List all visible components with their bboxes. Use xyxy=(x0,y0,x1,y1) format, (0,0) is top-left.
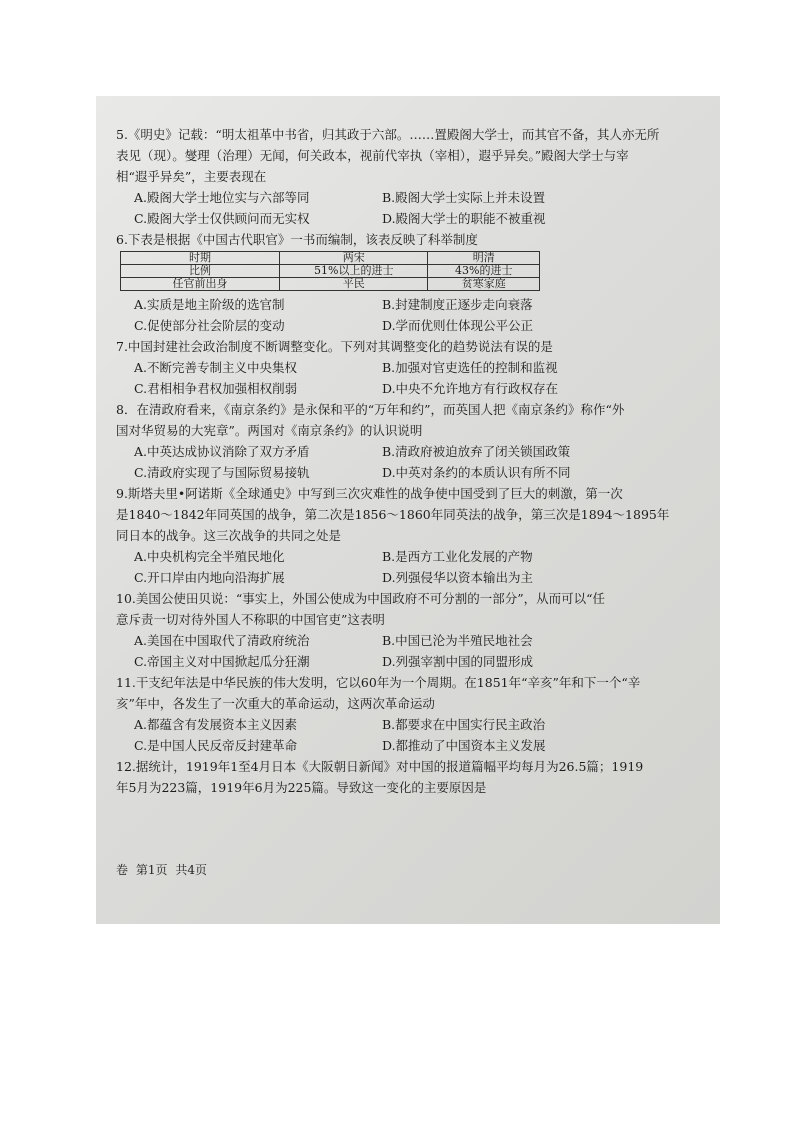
table-row xyxy=(121,265,540,278)
question-8 xyxy=(116,399,708,483)
question-9 xyxy=(116,483,708,588)
q9-line-2: 是1840～1842年同英国的战争，第二次是1856～1860年同英法的战争，第三次是1894～1895年 xyxy=(116,507,670,522)
q7-option-b[interactable]: B.加强对官吏选任的控制和监视 xyxy=(382,360,558,375)
q6-option-b[interactable]: B.封建制度正逐步走向衰落 xyxy=(382,297,533,312)
table-cell: 时期 xyxy=(121,252,280,265)
q10-option-c[interactable]: C.帝国主义对中国掀起瓜分狂潮 xyxy=(134,654,310,669)
table-cell: 任官前出身 xyxy=(121,278,280,291)
q8-options xyxy=(116,441,708,483)
q9-line-3: 同日本的战争。这三次战争的共同之处是 xyxy=(116,528,342,543)
q9-line-1: 9.斯塔夫里•阿诺斯《全球通史》中写到三次灾难性的战争使中国受到了巨大的刺激，第一次 xyxy=(116,486,623,501)
q5-option-b[interactable]: B.殿阁大学士实际上并未设置 xyxy=(382,190,546,205)
footer-prefix: 卷 xyxy=(116,863,129,877)
q8-line-1: 8．在清政府看来，《南京条约》是永保和平的“万年和约”，而英国人把《南京条约》称作“外 xyxy=(116,402,625,417)
q8-option-d[interactable]: D.中英对条约的本质认识有所不同 xyxy=(382,465,571,480)
footer-page-number: 第1页 xyxy=(135,863,168,877)
table-row xyxy=(121,278,540,291)
q6-table xyxy=(120,251,540,291)
table-cell: 比例 xyxy=(121,265,280,278)
table-cell: 51%以上的进士 xyxy=(280,265,428,278)
q7-option-d[interactable]: D.中央不允许地方有行政权存在 xyxy=(382,381,559,396)
page-footer xyxy=(116,860,211,881)
q10-option-d[interactable]: D.列强宰割中国的同盟形成 xyxy=(382,654,534,669)
q6-stem: 6.下表是根据《中国古代职官》一书而编制，该表反映了科举制度 xyxy=(116,232,478,247)
q11-option-d[interactable]: D.都推动了中国资本主义发展 xyxy=(382,738,546,753)
q8-line-2: 国对华贸易的大宪章”。两国对《南京条约》的认识说明 xyxy=(116,423,423,438)
q8-option-a[interactable]: A.中英达成协议消除了双方矛盾 xyxy=(134,444,310,459)
q5-line-1: 5.《明史》记载：“明太祖革中书省，归其政于六部。……置殿阁大学士，而其官不备，其人亦无所 xyxy=(116,127,660,142)
q12-line-2: 年5月为223篇，1919年6月为225篇。导致这一变化的主要原因是 xyxy=(116,780,487,795)
q11-options xyxy=(116,714,708,756)
q9-option-b[interactable]: B.是西方工业化发展的产物 xyxy=(382,549,533,564)
table-cell: 贫寒家庭 xyxy=(428,278,540,291)
q11-option-c[interactable]: C.是中国人民反帝反封建革命 xyxy=(134,738,298,753)
q9-options xyxy=(116,546,708,588)
q11-option-b[interactable]: B.都要求在中国实行民主政治 xyxy=(382,717,546,732)
q10-option-a[interactable]: A.美国在中国取代了清政府统治 xyxy=(134,633,310,648)
q6-options xyxy=(116,294,708,336)
q5-line-3: 相“遐乎异矣”，主要表现在 xyxy=(116,169,267,184)
q5-option-c[interactable]: C.殿阁大学士仅供顾问而无实权 xyxy=(134,211,310,226)
table-cell: 平民 xyxy=(280,278,428,291)
q9-option-c[interactable]: C.开口岸由内地向沿海扩展 xyxy=(134,570,285,585)
question-12 xyxy=(116,756,708,798)
q11-option-a[interactable]: A.都蕴含有发展资本主义因素 xyxy=(134,717,298,732)
exam-content xyxy=(116,124,708,877)
question-10 xyxy=(116,588,708,672)
footer-total-pages: 共4页 xyxy=(175,863,207,877)
question-11 xyxy=(116,672,708,756)
q6-option-c[interactable]: C.促使部分社会阶层的变动 xyxy=(134,318,285,333)
q9-option-d[interactable]: D.列强侵华以资本输出为主 xyxy=(382,570,534,585)
table-row xyxy=(121,252,540,265)
exam-page xyxy=(96,96,720,924)
q11-line-2: 亥”年中，各发生了一次重大的革命运动，这两次革命运动 xyxy=(116,696,435,711)
q8-option-c[interactable]: C.清政府实现了与国际贸易接轨 xyxy=(134,465,310,480)
q5-options xyxy=(116,187,708,229)
q5-option-a[interactable]: A.殿阁大学士地位实与六部等同 xyxy=(134,190,310,205)
q5-line-2: 表见（现）。燮理（治理）无闻，何关政本，视前代宰执（宰相），遐乎异矣。”殿阁大学士与宰 xyxy=(116,148,629,163)
question-7 xyxy=(116,336,708,399)
q7-stem: 7.中国封建社会政治制度不断调整变化。下列对其调整变化的趋势说法有误的是 xyxy=(116,339,553,354)
q7-options xyxy=(116,357,708,399)
table-cell: 43%的进士 xyxy=(428,265,540,278)
q10-options xyxy=(116,630,708,672)
q12-line-1: 12.据统计，1919年1至4月日本《大阪朝日新闻》对中国的报道篇幅平均每月为26.5篇；1919 xyxy=(116,759,644,774)
q6-option-a[interactable]: A.实质是地主阶级的选官制 xyxy=(134,297,285,312)
q11-line-1: 11.干支纪年法是中华民族的伟大发明，它以60年为一个周期。在1851年“辛亥”年和下一个“辛 xyxy=(116,675,641,690)
table-cell: 两宋 xyxy=(280,252,428,265)
q5-option-d[interactable]: D.殿阁大学士的职能不被重视 xyxy=(382,211,546,226)
q8-option-b[interactable]: B.清政府被迫放弃了闭关锁国政策 xyxy=(382,444,571,459)
q10-line-1: 10.美国公使田贝说：“事实上，外国公使成为中国政府不可分割的一部分”，从而可以“任 xyxy=(116,591,606,606)
q7-option-c[interactable]: C.君相相争君权加强相权削弱 xyxy=(134,381,298,396)
q10-option-b[interactable]: B.中国已沦为半殖民地社会 xyxy=(382,633,533,648)
question-5 xyxy=(116,124,708,229)
q9-option-a[interactable]: A.中央机构完全半殖民地化 xyxy=(134,549,285,564)
q10-line-2: 意斥责一切对待外国人不称职的中国官吏”这表明 xyxy=(116,612,385,627)
question-6 xyxy=(116,229,708,336)
q6-option-d[interactable]: D.学而优则仕体现公平公正 xyxy=(382,318,534,333)
table-cell: 明清 xyxy=(428,252,540,265)
q7-option-a[interactable]: A.不断完善专制主义中央集权 xyxy=(134,360,298,375)
